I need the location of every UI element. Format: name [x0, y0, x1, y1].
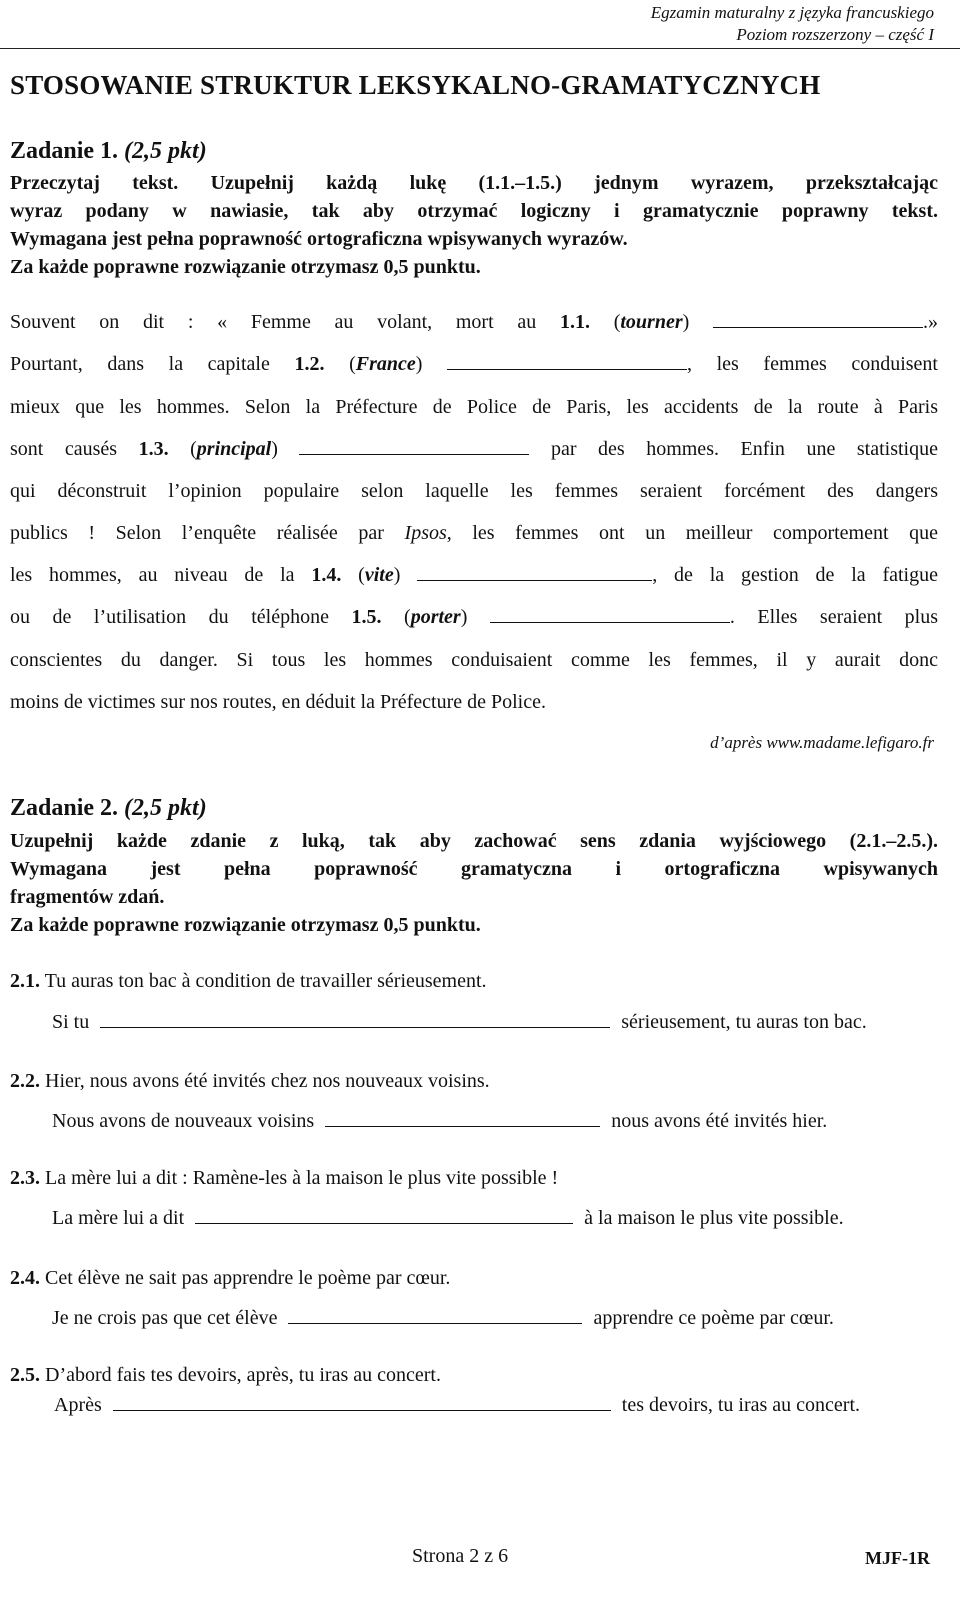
task1-instruction-3: Wymagana jest pełna poprawność ortograficzna wpisywanych wyrazów.	[10, 228, 628, 250]
exam-header-title: Egzamin maturalny z języka francuskiego	[650, 3, 934, 22]
item-number: 2.1.	[10, 970, 40, 992]
sentence-end: apprendre ce poème par cœur.	[593, 1307, 834, 1329]
passage-text: . Elles seraient plus	[729, 606, 938, 628]
task1-title	[10, 138, 207, 165]
gap-1-3-field[interactable]	[299, 453, 529, 455]
exam-header-level: Poziom rozszerzony – część I	[736, 25, 934, 44]
sentence-start: Après	[54, 1394, 102, 1416]
passage-line-3: mieux que les hommes. Selon la Préfecture de Police de Paris, les accidents de la route à Paris	[10, 396, 938, 418]
passage-text: les hommes, au niveau de la	[10, 564, 312, 586]
page-number: Strona 2 z 6	[412, 1545, 509, 1567]
section-title: STOSOWANIE STRUKTUR LEKSYKALNO-GRAMATYCZNYCH	[10, 70, 821, 100]
original-sentence: D’abord fais tes devoirs, après, tu iras au concert.	[45, 1364, 441, 1386]
task2-instruction-1: Uzupełnij każde zdanie z luką, tak aby zachować sens zdania wyjściowego (2.1.–2.5.).	[10, 830, 938, 852]
passage-line-7: les hommes, au niveau de la 1.4. (vite) , de la gestion de la fatigue	[10, 564, 938, 586]
gap-1-2-field[interactable]	[447, 368, 687, 370]
task2-item-2-original	[10, 1068, 490, 1094]
gap-number-1-4: 1.4.	[311, 564, 342, 586]
task1-points: (2,5 pkt)	[124, 138, 207, 164]
answer-field-2-1[interactable]	[100, 1026, 610, 1028]
task2-instruction-3: fragmentów zdań.	[10, 886, 165, 908]
task2-instruction-2: Wymagana jest pełna poprawność gramatyczna i ortograficzna wpisywanych	[10, 858, 938, 880]
passage-source: d’après www.madame.lefigaro.fr	[710, 733, 934, 752]
sentence-start: Nous avons de nouveaux voisins	[52, 1110, 315, 1132]
passage-line-1: Souvent on dit : « Femme au volant, mort au 1.1. (tourner) .»	[10, 311, 938, 333]
task2-instruction-4: Za każde poprawne rozwiązanie otrzymasz 0,5 punktu.	[10, 914, 481, 936]
sentence-end: tes devoirs, tu iras au concert.	[621, 1394, 861, 1416]
task2-item-5-transform	[54, 1392, 860, 1418]
passage-text: ou de l’utilisation du téléphone	[10, 606, 352, 628]
task1-title-label: Zadanie 1.	[10, 138, 119, 164]
task2-item-5-original	[10, 1362, 441, 1388]
sentence-start: Je ne crois pas que cet élève	[52, 1307, 278, 1329]
answer-field-2-2[interactable]	[325, 1125, 600, 1127]
task1-instruction-4: Za każde poprawne rozwiązanie otrzymasz 0,5 punktu.	[10, 256, 481, 278]
passage-line-9: conscientes du danger. Si tous les hommes conduisaient comme les femmes, il y aurait donc	[10, 649, 938, 671]
passage-line-4: sont causés 1.3. (principal) par des hommes. Enfin une statistique	[10, 438, 938, 460]
item-number: 2.5.	[10, 1364, 40, 1386]
task1-instruction-2: wyraz podany w nawiasie, tak aby otrzymać logiczny i gramatycznie poprawny tekst.	[10, 200, 938, 222]
gap-word-1-2: France	[355, 353, 416, 375]
exam-code: MJF-1R	[865, 1548, 930, 1568]
original-sentence: La mère lui a dit : Ramène-les à la maison le plus vite possible !	[45, 1167, 559, 1189]
passage-text: , les femmes conduisent	[687, 353, 938, 375]
gap-number-1-3: 1.3.	[138, 438, 169, 460]
task2-item-4-original	[10, 1265, 450, 1291]
task2-item-1-original	[10, 968, 487, 994]
passage-text: , les femmes ont un meilleur comportement que	[446, 522, 938, 544]
sentence-end: sérieusement, tu auras ton bac.	[621, 1011, 867, 1033]
task2-title-label: Zadanie 2.	[10, 795, 119, 821]
passage-text: , de la gestion de la fatigue	[652, 564, 938, 586]
gap-number-1-1: 1.1.	[559, 311, 590, 333]
answer-field-2-5[interactable]	[113, 1409, 611, 1411]
original-sentence: Cet élève ne sait pas apprendre le poème par cœur.	[45, 1267, 451, 1289]
passage-line-6	[10, 519, 938, 547]
gap-word-1-1: tourner	[620, 311, 683, 333]
header-divider	[0, 48, 960, 49]
passage-text: .»	[923, 311, 938, 333]
gap-1-1-field[interactable]	[713, 326, 923, 328]
passage-line-10: moins de victimes sur nos routes, en déduit la Préfecture de Police.	[10, 691, 546, 713]
task1-instruction-1: Przeczytaj tekst. Uzupełnij każdą lukę (1.1.–1.5.) jednym wyrazem, przekształcając	[10, 172, 938, 194]
original-sentence: Tu auras ton bac à condition de travailler sérieusement.	[44, 970, 487, 992]
gap-1-4-field[interactable]	[417, 579, 652, 581]
task2-item-3-transform	[52, 1205, 844, 1231]
passage-text: Pourtant, dans la capitale	[10, 353, 295, 375]
passage-text: sont causés	[10, 438, 139, 460]
sentence-start: La mère lui a dit	[52, 1207, 185, 1229]
answer-field-2-3[interactable]	[195, 1222, 573, 1224]
task2-item-3-original	[10, 1165, 558, 1191]
sentence-start: Si tu	[52, 1011, 90, 1033]
gap-1-5-field[interactable]	[490, 621, 730, 623]
original-sentence: Hier, nous avons été invités chez nos nouveaux voisins.	[45, 1070, 490, 1092]
passage-text: par des hommes. Enfin une statistique	[529, 438, 938, 460]
passage-line-2: Pourtant, dans la capitale 1.2. (France) , les femmes conduisent	[10, 353, 938, 375]
passage-text: Souvent on dit : « Femme au volant, mort au	[10, 311, 560, 333]
task2-item-4-transform	[52, 1305, 834, 1331]
gap-number-1-5: 1.5.	[351, 606, 382, 628]
item-number: 2.4.	[10, 1267, 40, 1289]
gap-word-1-4: vite	[364, 564, 394, 586]
passage-line-5: qui déconstruit l’opinion populaire selon laquelle les femmes seraient forcément des dangers	[10, 480, 938, 502]
task2-item-1-transform	[52, 1009, 867, 1035]
gap-word-1-5: porter	[410, 606, 461, 628]
answer-field-2-4[interactable]	[288, 1322, 582, 1324]
sentence-end: nous avons été invités hier.	[611, 1110, 828, 1132]
item-number: 2.3.	[10, 1167, 40, 1189]
passage-line-8: ou de l’utilisation du téléphone 1.5. (porter) . Elles seraient plus	[10, 606, 938, 628]
task2-title	[10, 795, 207, 822]
gap-number-1-2: 1.2.	[294, 353, 325, 375]
passage-text: publics ! Selon l’enquête réalisée par	[10, 522, 405, 544]
task2-points: (2,5 pkt)	[124, 795, 207, 821]
item-number: 2.2.	[10, 1070, 40, 1092]
passage-italic-ipsos: Ipsos	[404, 522, 447, 544]
sentence-end: à la maison le plus vite possible.	[584, 1207, 844, 1229]
task2-item-2-transform	[52, 1108, 827, 1134]
gap-word-1-3: principal	[196, 438, 272, 460]
